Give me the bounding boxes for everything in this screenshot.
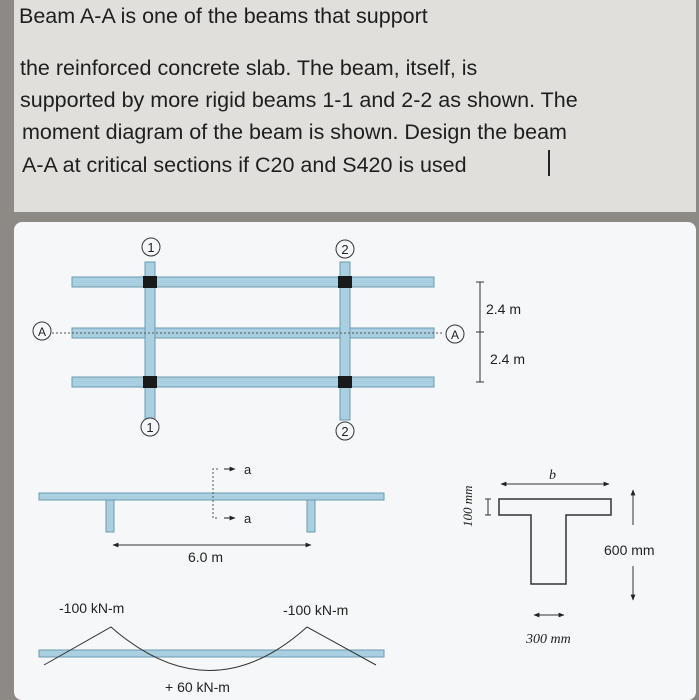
plan-column <box>143 276 157 288</box>
plan-beam-bottom <box>72 377 434 387</box>
problem-line-2: the reinforced concrete slab. The beam, itself, is <box>20 56 478 80</box>
plan-view <box>33 238 525 440</box>
grid-label-1-bottom: 1 <box>146 420 154 435</box>
section-mark-top: a <box>244 462 252 477</box>
plan-column <box>143 376 157 388</box>
grid-label-a-left: A <box>37 325 47 339</box>
moment-label-left: -100 kN-m <box>59 600 125 616</box>
plan-column <box>338 276 352 288</box>
flange-width-label: b <box>549 468 556 483</box>
grid-label-2-top: 2 <box>341 242 349 257</box>
grid-label-a-right: A <box>450 328 460 342</box>
flange-thickness-label: 100 mm <box>460 485 475 527</box>
span-label: 6.0 m <box>188 549 224 565</box>
moment-curve <box>44 627 376 671</box>
t-section-outline <box>499 499 611 584</box>
moment-label-midspan: + 60 kN-m <box>165 679 230 695</box>
elevation-slab <box>39 493 384 500</box>
elevation-support-right <box>307 500 315 532</box>
spacing-label-top: 2.4 m <box>486 301 522 317</box>
web-width-label: 300 mm <box>526 632 571 647</box>
plan-column <box>338 376 352 388</box>
section-mark-bottom: a <box>244 511 252 526</box>
spacing-label-bottom: 2.4 m <box>490 351 526 367</box>
moment-diagram <box>39 600 384 695</box>
grid-label-1-top: 1 <box>147 240 155 255</box>
problem-line-3: supported by more rigid beams 1-1 and 2-2 as shown. The <box>20 88 578 112</box>
beam-elevation <box>39 462 384 565</box>
problem-line-4: moment diagram of the beam is shown. Design the beam <box>22 120 567 144</box>
problem-line-5: A-A at critical sections if C20 and S420 is used <box>22 153 467 177</box>
t-section <box>460 468 655 647</box>
moment-baseline-beam <box>39 650 384 657</box>
figure-drawing <box>14 222 696 700</box>
figure-panel <box>14 222 696 700</box>
grid-label-2-bottom: 2 <box>341 424 349 439</box>
depth-label: 600 mm <box>604 542 655 558</box>
plan-beam-top <box>72 277 434 287</box>
problem-statement <box>14 0 696 212</box>
moment-label-right: -100 kN-m <box>283 602 349 618</box>
text-cursor <box>548 150 550 176</box>
elevation-support-left <box>106 500 114 532</box>
problem-line-1: Beam A-A is one of the beams that support <box>19 4 428 28</box>
